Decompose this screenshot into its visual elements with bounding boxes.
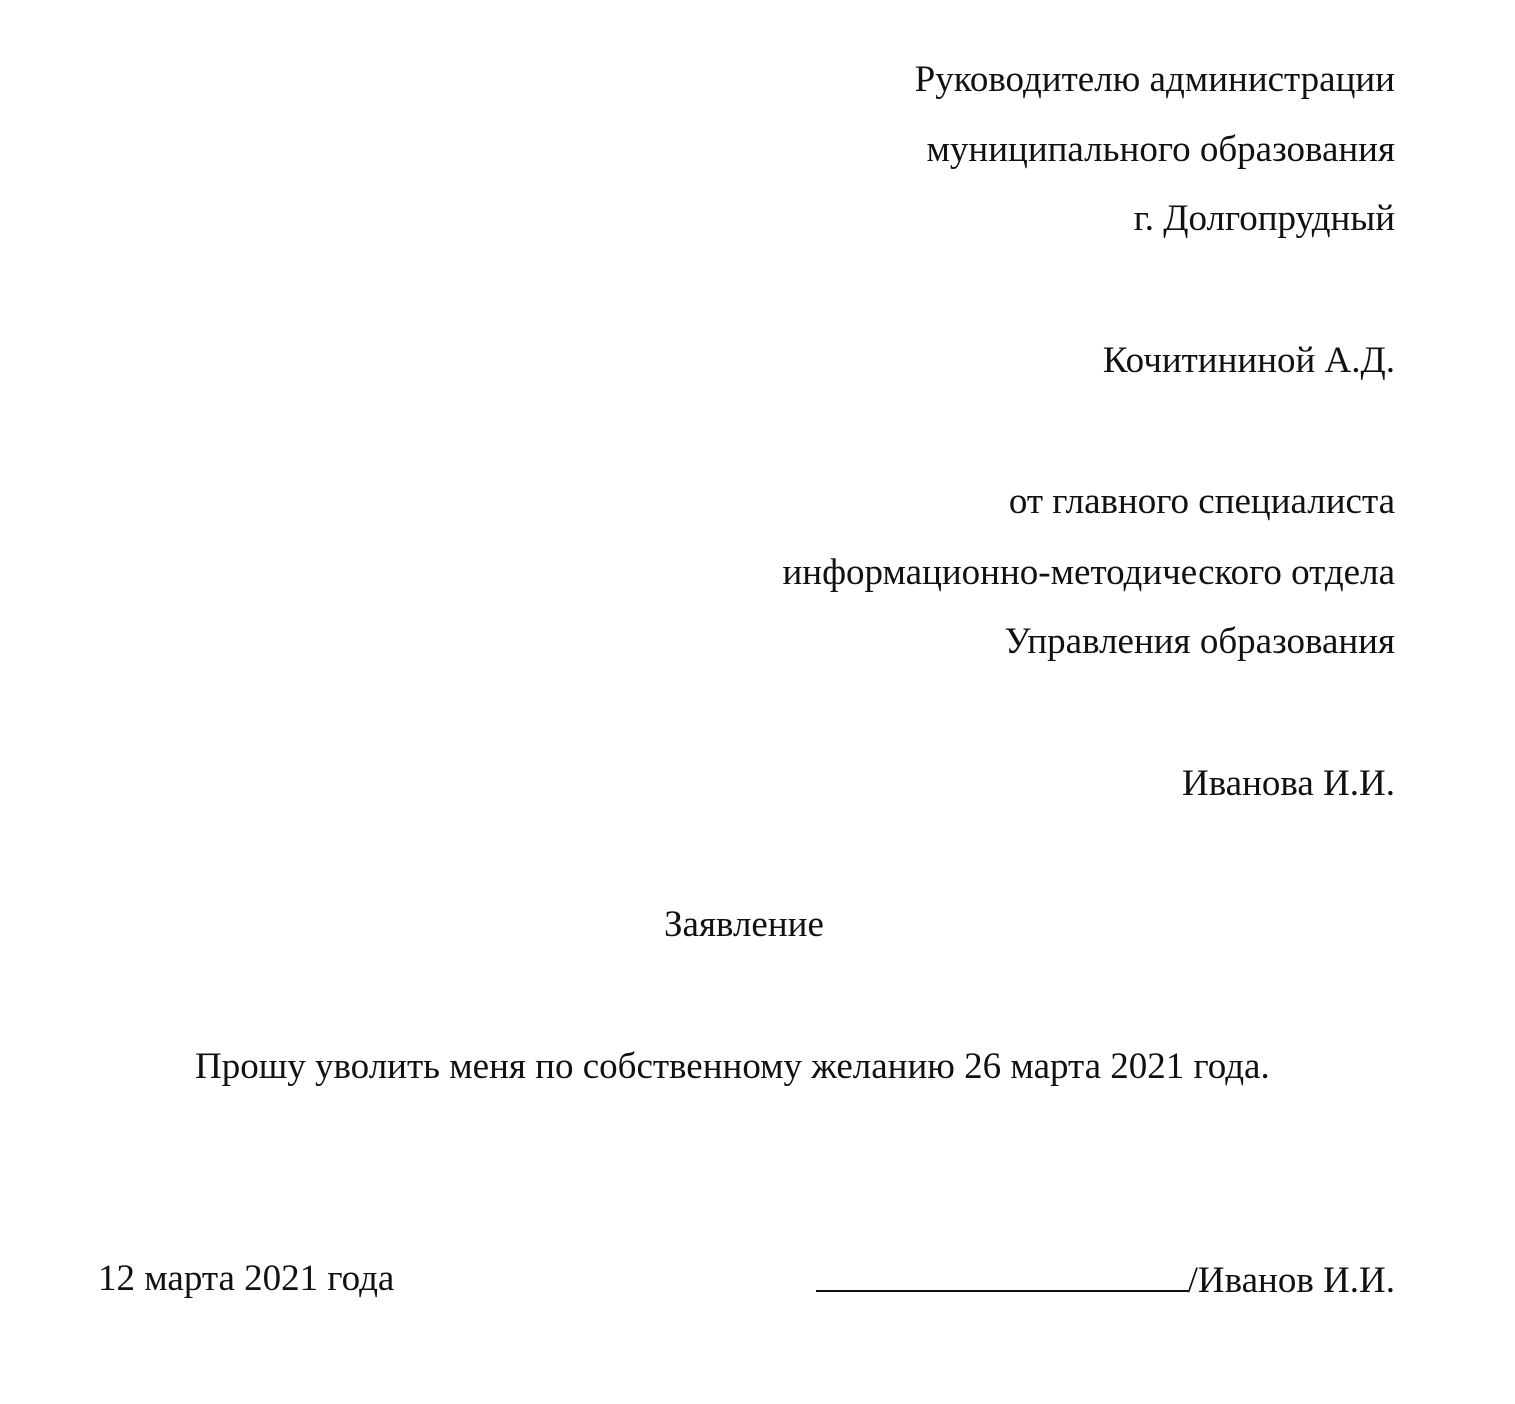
document-date: 12 марта 2021 года xyxy=(98,1258,395,1299)
signature-line xyxy=(816,1257,1188,1292)
signature-name: /Иванов И.И. xyxy=(1187,1260,1395,1301)
addressee-line-3: г. Долгопрудный xyxy=(1133,198,1395,239)
addressee-name: Кочитининой А.Д. xyxy=(1102,340,1395,381)
sender-line-3: Управления образования xyxy=(1004,621,1395,662)
document-body-text: Прошу уволить меня по собственному желанию 26 марта 2021 года. xyxy=(195,1046,1270,1087)
addressee-line-1: Руководителю администрации xyxy=(914,59,1395,100)
sender-name: Иванова И.И. xyxy=(1181,763,1395,804)
document-title: Заявление xyxy=(664,904,824,945)
addressee-line-2: муниципального образования xyxy=(926,129,1395,170)
signature-block xyxy=(816,1257,1395,1303)
sender-line-1: от главного специалиста xyxy=(1008,481,1395,522)
sender-line-2: информационно-методического отдела xyxy=(782,552,1395,593)
